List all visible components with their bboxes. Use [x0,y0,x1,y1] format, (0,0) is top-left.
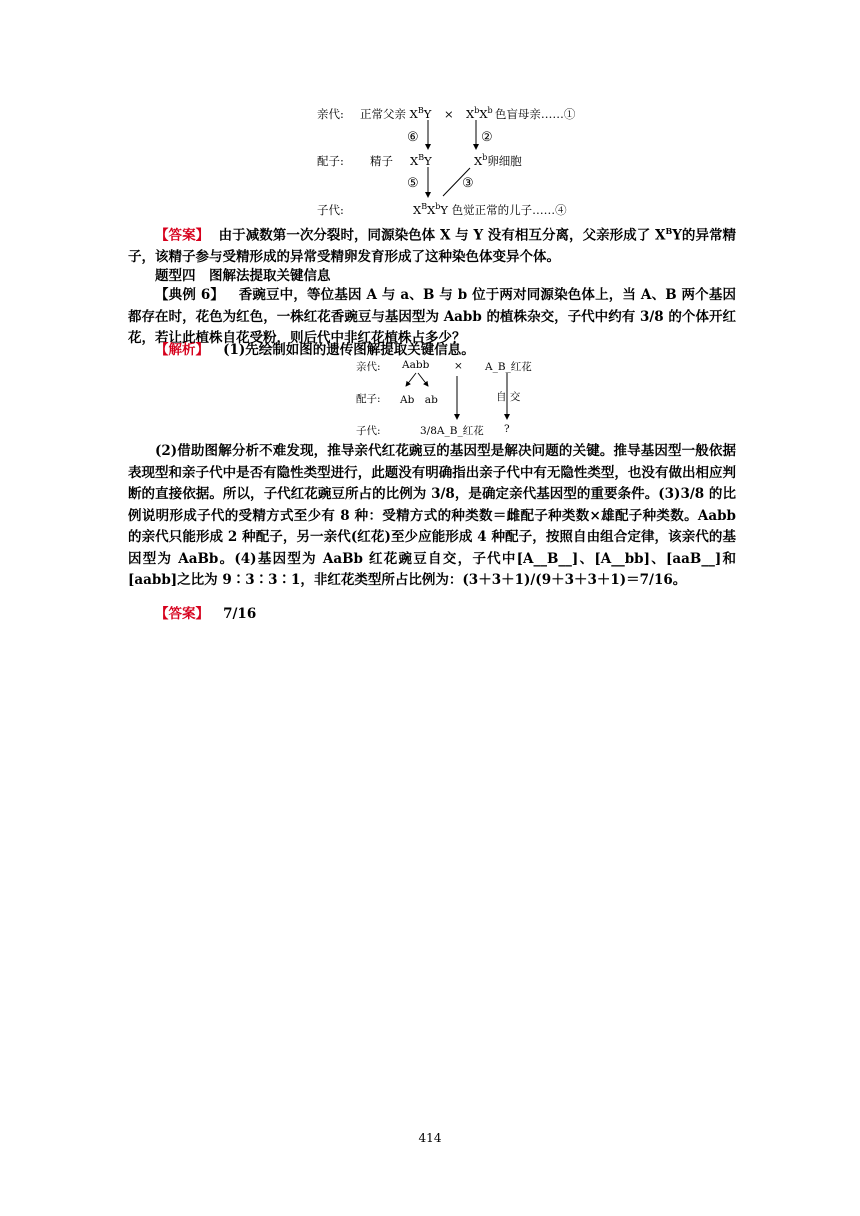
analysis-paragraph-2: (2)借助图解分析不难发现，推导亲代红花豌豆的基因型是解决问题的关键。推导基因型一般依据表现型和亲子代中是否有隐性类型进行，此题没有明确指出亲子代中有无隐性类型，也没有做出相应判断的直接依据。所以，子代红花豌豆所占的比例为 3/8，是确定亲代基因型的重要条件。(3)3/8 的比例说明形成子代的受精方式至少有 8 种：受精方式的种类数＝雌配子种类数×雄配子种类数。Aabb 的亲代只能形成 2 种配子，另一亲代(红花)至少应能形成 4 种配子，按照自由组合定律，该亲代的基因型为 AaBb。(4)基因型为 AaBb 红花豌豆自交，子代中[A__B__]、[A__bb]、[aaB__]和[aabb]之比为 9∶3∶3∶1，非红花类型所占比例为：(3＋3＋1)/(9＋3＋3＋1)＝7/16。 [128,443,736,588]
step-3-label: ③ [462,176,474,191]
d2-cross: × [454,360,463,372]
offspring-label: 子代: [317,203,344,217]
d2-offspring-label: 子代: [356,425,381,437]
d2-question: ? [504,423,510,435]
mother-genotype: $X^bX^b$ 色盲母亲……① [466,106,576,121]
example-tag: 【典例 6】 [155,287,225,303]
step-2-label: ② [481,130,493,145]
answer-2-tag: 【答案】 [155,606,209,622]
answer-1-tag: 【答案】 [155,227,210,244]
section-heading: 题型四 图解法提取关键信息 [155,268,331,284]
parent-label: 亲代: [317,107,344,121]
sperm-genotype: $X^BY$ [410,153,432,168]
sperm-label: 精子 [370,154,393,168]
analysis-tag: 【解析】 [155,342,209,358]
d2-aabb: Aabb [402,359,430,371]
analysis-line: 【解析】 (1)先绘制如图的遗传图解提取关键信息。 [155,342,475,358]
egg-genotype: $X^b$卵细胞 [474,153,522,168]
d2-gamete-label: 配子: [356,393,381,405]
cross-symbol: × [444,107,454,121]
answer-2-line: 【答案】 7/16 [155,606,257,622]
gamete-label: 配子: [317,154,344,168]
d2-self-cross: 自 交 [496,391,521,403]
example-6-paragraph: 【典例 6】 香豌豆中，等位基因 A 与 a、B 与 b 位于两对同源染色体上，当 A、B 两个基因都存在时，花色为红色，一株红花香豌豆与基因型为 Aabb 的植株杂交，子代中约有 3/8 的个体开红花，若让此植株自花受粉，则后代中非红花植株占多少？ [128,287,736,346]
answer-1-paragraph: 【答案】 由于减数第一次分裂时，同源染色体 X 与 Y 没有相互分离，父亲形成了 $X^BY$的异常精子，该精子参与受精形成的异常受精卵发育形成了这种染色体变异个体。 [128,226,737,265]
step-5-label: ⑤ [407,176,419,191]
d2-gametes: Ab ab [400,394,438,406]
d2-parent-label: 亲代: [356,361,381,373]
diagram-2-arrows [0,0,860,440]
d2-offspring: 3/8A_B_红花 [420,425,484,437]
d2-red-parent: A_B_红花 [485,361,532,373]
father-genotype: 正常父亲 $X^BY$ [360,106,432,121]
page-number: 414 [418,1131,442,1145]
step-6-label: ⑥ [407,130,419,145]
offspring-genotype: $X^BX^bY$ 色觉正常的儿子……④ [413,202,567,217]
